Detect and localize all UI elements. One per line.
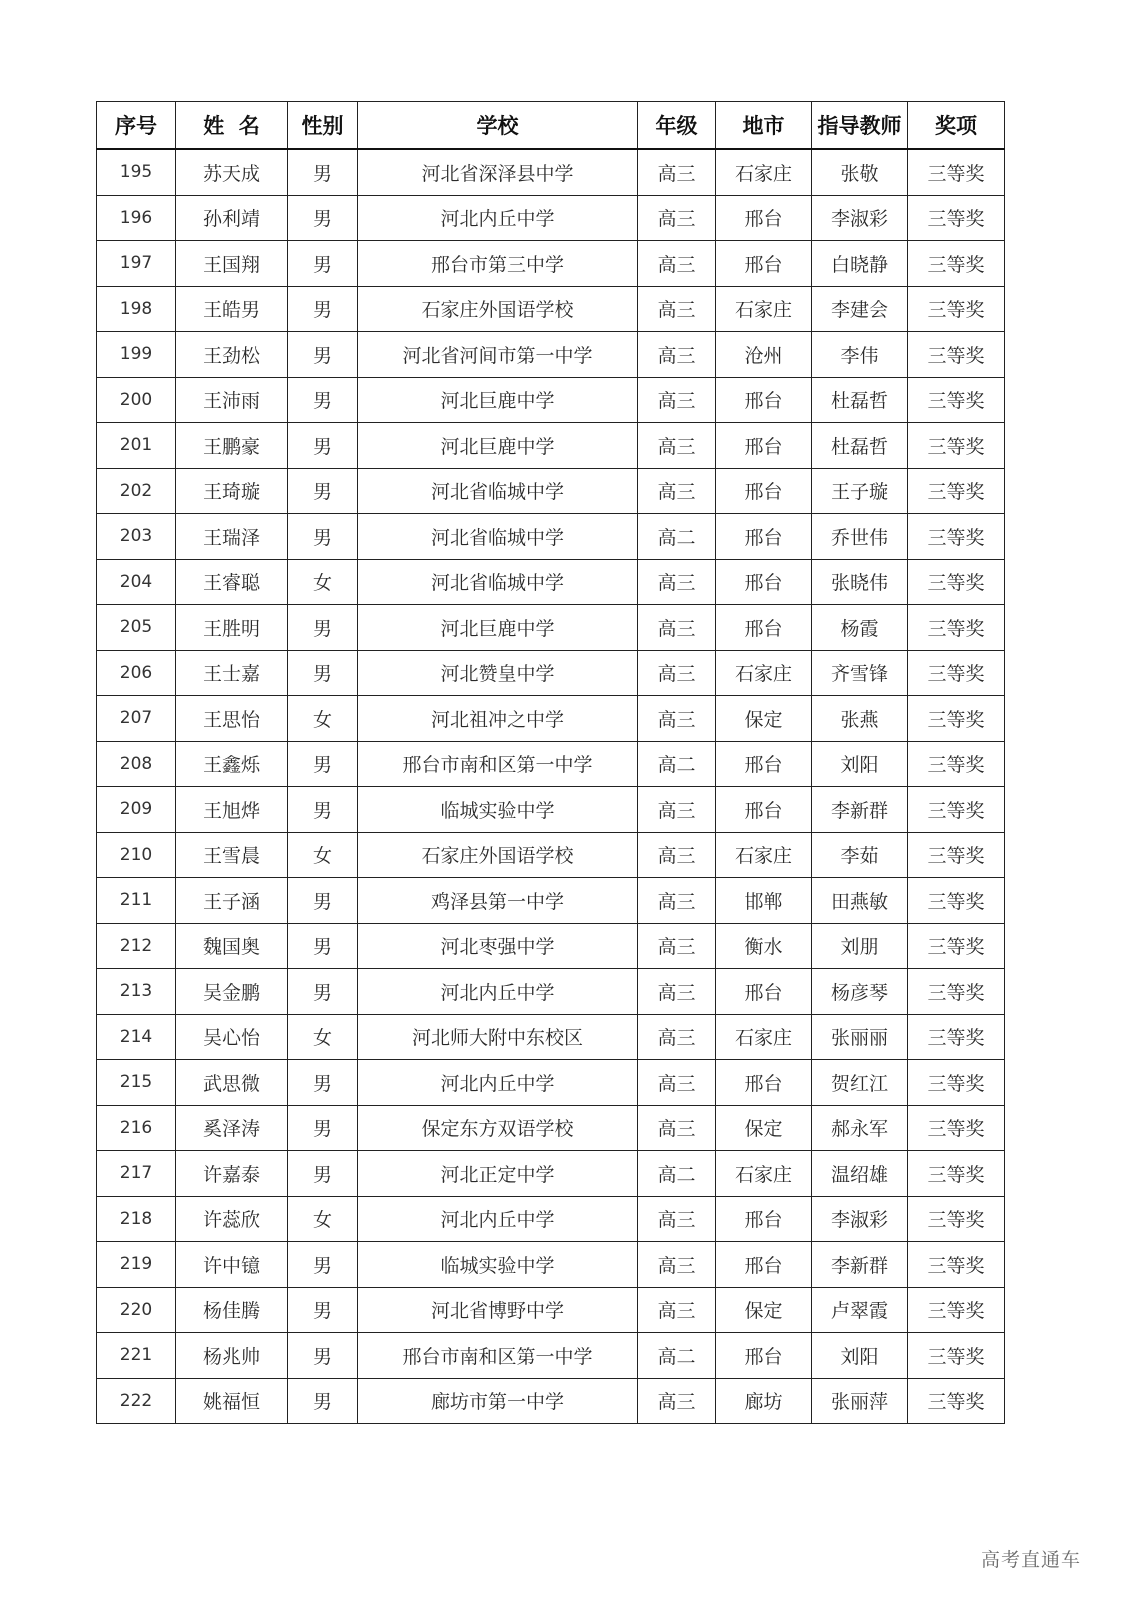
cell-city: 保定 bbox=[716, 1105, 812, 1151]
cell-teacher: 李新群 bbox=[812, 1242, 908, 1288]
cell-grade: 高二 bbox=[638, 1151, 716, 1197]
cell-gender: 男 bbox=[288, 1287, 358, 1333]
table-row bbox=[97, 650, 1005, 696]
cell-name: 王鑫烁 bbox=[176, 741, 288, 787]
cell-no: 196 bbox=[97, 195, 176, 241]
cell-no: 207 bbox=[97, 696, 176, 742]
cell-school: 廊坊市第一中学 bbox=[358, 1378, 638, 1424]
cell-school: 河北省深泽县中学 bbox=[358, 149, 638, 195]
table-row bbox=[97, 286, 1005, 332]
cell-grade: 高二 bbox=[638, 1333, 716, 1379]
cell-teacher: 郝永军 bbox=[812, 1105, 908, 1151]
cell-no: 218 bbox=[97, 1196, 176, 1242]
cell-award: 三等奖 bbox=[908, 332, 1005, 378]
table-row bbox=[97, 1060, 1005, 1106]
cell-award: 三等奖 bbox=[908, 696, 1005, 742]
cell-grade: 高三 bbox=[638, 1242, 716, 1288]
cell-school: 河北省博野中学 bbox=[358, 1287, 638, 1333]
cell-no: 216 bbox=[97, 1105, 176, 1151]
cell-city: 邢台 bbox=[716, 741, 812, 787]
cell-city: 石家庄 bbox=[716, 149, 812, 195]
table-row bbox=[97, 741, 1005, 787]
award-list-table bbox=[96, 101, 1005, 1424]
cell-name: 吴金鹏 bbox=[176, 969, 288, 1015]
cell-no: 200 bbox=[97, 377, 176, 423]
cell-award: 三等奖 bbox=[908, 1242, 1005, 1288]
cell-gender: 男 bbox=[288, 741, 358, 787]
header-cell-school: 学校 bbox=[358, 102, 638, 150]
cell-no: 214 bbox=[97, 1014, 176, 1060]
cell-city: 邢台 bbox=[716, 1060, 812, 1106]
header-cell-name: 姓 名 bbox=[176, 102, 288, 150]
cell-gender: 男 bbox=[288, 1105, 358, 1151]
cell-city: 石家庄 bbox=[716, 650, 812, 696]
cell-school: 保定东方双语学校 bbox=[358, 1105, 638, 1151]
header-cell-grade: 年级 bbox=[638, 102, 716, 150]
table-row bbox=[97, 832, 1005, 878]
table-row bbox=[97, 149, 1005, 195]
cell-teacher: 乔世伟 bbox=[812, 514, 908, 560]
cell-no: 201 bbox=[97, 423, 176, 469]
cell-name: 苏天成 bbox=[176, 149, 288, 195]
cell-school: 河北枣强中学 bbox=[358, 923, 638, 969]
cell-city: 邢台 bbox=[716, 969, 812, 1015]
cell-city: 邢台 bbox=[716, 1242, 812, 1288]
cell-school: 临城实验中学 bbox=[358, 1242, 638, 1288]
cell-name: 王瑞泽 bbox=[176, 514, 288, 560]
cell-grade: 高三 bbox=[638, 1014, 716, 1060]
table-row bbox=[97, 1105, 1005, 1151]
cell-award: 三等奖 bbox=[908, 650, 1005, 696]
cell-award: 三等奖 bbox=[908, 1333, 1005, 1379]
table-row bbox=[97, 1151, 1005, 1197]
table-row bbox=[97, 1378, 1005, 1424]
cell-teacher: 李伟 bbox=[812, 332, 908, 378]
cell-teacher: 张丽萍 bbox=[812, 1378, 908, 1424]
cell-school: 河北巨鹿中学 bbox=[358, 605, 638, 651]
cell-award: 三等奖 bbox=[908, 195, 1005, 241]
cell-school: 河北省临城中学 bbox=[358, 559, 638, 605]
cell-teacher: 王子璇 bbox=[812, 468, 908, 514]
cell-no: 199 bbox=[97, 332, 176, 378]
table-row bbox=[97, 1014, 1005, 1060]
cell-award: 三等奖 bbox=[908, 923, 1005, 969]
cell-teacher: 张敬 bbox=[812, 149, 908, 195]
table-body bbox=[97, 149, 1005, 1424]
cell-city: 保定 bbox=[716, 1287, 812, 1333]
cell-city: 邯郸 bbox=[716, 878, 812, 924]
cell-gender: 男 bbox=[288, 1242, 358, 1288]
cell-name: 武思微 bbox=[176, 1060, 288, 1106]
table-row bbox=[97, 969, 1005, 1015]
cell-name: 杨佳腾 bbox=[176, 1287, 288, 1333]
cell-grade: 高三 bbox=[638, 149, 716, 195]
cell-school: 河北内丘中学 bbox=[358, 195, 638, 241]
header-row bbox=[97, 102, 1005, 150]
cell-grade: 高二 bbox=[638, 741, 716, 787]
cell-no: 212 bbox=[97, 923, 176, 969]
cell-grade: 高三 bbox=[638, 559, 716, 605]
cell-teacher: 刘阳 bbox=[812, 1333, 908, 1379]
cell-no: 219 bbox=[97, 1242, 176, 1288]
watermark-text: 高考直通车 bbox=[980, 1549, 1081, 1571]
cell-school: 河北赞皇中学 bbox=[358, 650, 638, 696]
cell-teacher: 李建会 bbox=[812, 286, 908, 332]
table-row bbox=[97, 1333, 1005, 1379]
cell-no: 204 bbox=[97, 559, 176, 605]
cell-award: 三等奖 bbox=[908, 514, 1005, 560]
header-cell-no: 序号 bbox=[97, 102, 176, 150]
cell-school: 河北内丘中学 bbox=[358, 969, 638, 1015]
cell-city: 邢台 bbox=[716, 241, 812, 287]
cell-name: 王琦璇 bbox=[176, 468, 288, 514]
table-row bbox=[97, 559, 1005, 605]
cell-city: 保定 bbox=[716, 696, 812, 742]
cell-gender: 女 bbox=[288, 1014, 358, 1060]
cell-award: 三等奖 bbox=[908, 1287, 1005, 1333]
cell-gender: 男 bbox=[288, 787, 358, 833]
cell-grade: 高三 bbox=[638, 1287, 716, 1333]
cell-gender: 男 bbox=[288, 878, 358, 924]
cell-teacher: 刘阳 bbox=[812, 741, 908, 787]
cell-no: 220 bbox=[97, 1287, 176, 1333]
cell-city: 石家庄 bbox=[716, 286, 812, 332]
cell-award: 三等奖 bbox=[908, 559, 1005, 605]
cell-city: 邢台 bbox=[716, 514, 812, 560]
cell-name: 许中镱 bbox=[176, 1242, 288, 1288]
cell-gender: 男 bbox=[288, 423, 358, 469]
cell-gender: 男 bbox=[288, 650, 358, 696]
cell-gender: 男 bbox=[288, 1378, 358, 1424]
cell-name: 王思怡 bbox=[176, 696, 288, 742]
cell-name: 王胜明 bbox=[176, 605, 288, 651]
cell-no: 202 bbox=[97, 468, 176, 514]
cell-grade: 高三 bbox=[638, 832, 716, 878]
cell-no: 205 bbox=[97, 605, 176, 651]
cell-gender: 男 bbox=[288, 241, 358, 287]
cell-name: 王国翔 bbox=[176, 241, 288, 287]
cell-city: 衡水 bbox=[716, 923, 812, 969]
cell-name: 孙利靖 bbox=[176, 195, 288, 241]
cell-name: 许嘉泰 bbox=[176, 1151, 288, 1197]
cell-name: 王鹏豪 bbox=[176, 423, 288, 469]
cell-no: 221 bbox=[97, 1333, 176, 1379]
cell-grade: 高三 bbox=[638, 332, 716, 378]
cell-name: 吴心怡 bbox=[176, 1014, 288, 1060]
cell-city: 石家庄 bbox=[716, 832, 812, 878]
cell-grade: 高三 bbox=[638, 878, 716, 924]
cell-no: 208 bbox=[97, 741, 176, 787]
cell-no: 198 bbox=[97, 286, 176, 332]
header-cell-award: 奖项 bbox=[908, 102, 1005, 150]
table-row bbox=[97, 195, 1005, 241]
cell-city: 邢台 bbox=[716, 468, 812, 514]
cell-gender: 女 bbox=[288, 559, 358, 605]
table-row bbox=[97, 514, 1005, 560]
cell-gender: 男 bbox=[288, 286, 358, 332]
cell-gender: 男 bbox=[288, 1151, 358, 1197]
cell-teacher: 张晓伟 bbox=[812, 559, 908, 605]
cell-award: 三等奖 bbox=[908, 423, 1005, 469]
table-row bbox=[97, 878, 1005, 924]
cell-name: 王沛雨 bbox=[176, 377, 288, 423]
cell-gender: 男 bbox=[288, 1060, 358, 1106]
cell-gender: 女 bbox=[288, 696, 358, 742]
cell-teacher: 田燕敏 bbox=[812, 878, 908, 924]
cell-award: 三等奖 bbox=[908, 741, 1005, 787]
cell-no: 213 bbox=[97, 969, 176, 1015]
table-row bbox=[97, 423, 1005, 469]
cell-teacher: 温绍雄 bbox=[812, 1151, 908, 1197]
cell-grade: 高三 bbox=[638, 468, 716, 514]
cell-award: 三等奖 bbox=[908, 1196, 1005, 1242]
cell-teacher: 李淑彩 bbox=[812, 195, 908, 241]
cell-school: 河北内丘中学 bbox=[358, 1060, 638, 1106]
cell-school: 邢台市第三中学 bbox=[358, 241, 638, 287]
cell-no: 211 bbox=[97, 878, 176, 924]
cell-grade: 高三 bbox=[638, 423, 716, 469]
cell-school: 河北省临城中学 bbox=[358, 514, 638, 560]
cell-grade: 高三 bbox=[638, 696, 716, 742]
table-row bbox=[97, 923, 1005, 969]
cell-award: 三等奖 bbox=[908, 1151, 1005, 1197]
header-cell-city: 地市 bbox=[716, 102, 812, 150]
cell-city: 廊坊 bbox=[716, 1378, 812, 1424]
cell-teacher: 杨彦琴 bbox=[812, 969, 908, 1015]
cell-grade: 高三 bbox=[638, 1378, 716, 1424]
cell-award: 三等奖 bbox=[908, 878, 1005, 924]
cell-award: 三等奖 bbox=[908, 1378, 1005, 1424]
cell-teacher: 贺红江 bbox=[812, 1060, 908, 1106]
table-row bbox=[97, 332, 1005, 378]
cell-school: 邢台市南和区第一中学 bbox=[358, 741, 638, 787]
cell-city: 石家庄 bbox=[716, 1151, 812, 1197]
cell-grade: 高三 bbox=[638, 1196, 716, 1242]
cell-teacher: 张丽丽 bbox=[812, 1014, 908, 1060]
cell-grade: 高三 bbox=[638, 286, 716, 332]
cell-school: 河北省临城中学 bbox=[358, 468, 638, 514]
cell-name: 魏国奥 bbox=[176, 923, 288, 969]
cell-name: 姚福恒 bbox=[176, 1378, 288, 1424]
table-row bbox=[97, 241, 1005, 287]
cell-no: 197 bbox=[97, 241, 176, 287]
cell-no: 206 bbox=[97, 650, 176, 696]
cell-school: 石家庄外国语学校 bbox=[358, 832, 638, 878]
cell-school: 河北巨鹿中学 bbox=[358, 377, 638, 423]
cell-name: 王子涵 bbox=[176, 878, 288, 924]
table-row bbox=[97, 696, 1005, 742]
cell-gender: 男 bbox=[288, 149, 358, 195]
cell-gender: 男 bbox=[288, 923, 358, 969]
table-row bbox=[97, 377, 1005, 423]
cell-city: 邢台 bbox=[716, 559, 812, 605]
cell-no: 217 bbox=[97, 1151, 176, 1197]
cell-grade: 高三 bbox=[638, 787, 716, 833]
cell-name: 王皓男 bbox=[176, 286, 288, 332]
cell-grade: 高三 bbox=[638, 377, 716, 423]
cell-city: 邢台 bbox=[716, 1333, 812, 1379]
header-cell-gender: 性别 bbox=[288, 102, 358, 150]
cell-no: 210 bbox=[97, 832, 176, 878]
cell-school: 河北巨鹿中学 bbox=[358, 423, 638, 469]
cell-award: 三等奖 bbox=[908, 787, 1005, 833]
cell-gender: 男 bbox=[288, 332, 358, 378]
cell-gender: 男 bbox=[288, 468, 358, 514]
cell-grade: 高三 bbox=[638, 605, 716, 651]
cell-name: 王士嘉 bbox=[176, 650, 288, 696]
cell-gender: 女 bbox=[288, 1196, 358, 1242]
table-row bbox=[97, 787, 1005, 833]
cell-award: 三等奖 bbox=[908, 149, 1005, 195]
cell-school: 临城实验中学 bbox=[358, 787, 638, 833]
cell-no: 215 bbox=[97, 1060, 176, 1106]
cell-no: 209 bbox=[97, 787, 176, 833]
cell-city: 邢台 bbox=[716, 787, 812, 833]
table-header bbox=[97, 102, 1005, 150]
cell-no: 195 bbox=[97, 149, 176, 195]
cell-grade: 高三 bbox=[638, 195, 716, 241]
cell-city: 邢台 bbox=[716, 377, 812, 423]
cell-name: 许蕊欣 bbox=[176, 1196, 288, 1242]
cell-award: 三等奖 bbox=[908, 468, 1005, 514]
cell-city: 邢台 bbox=[716, 1196, 812, 1242]
cell-teacher: 杜磊哲 bbox=[812, 377, 908, 423]
cell-school: 邢台市南和区第一中学 bbox=[358, 1333, 638, 1379]
cell-teacher: 杨霞 bbox=[812, 605, 908, 651]
cell-school: 鸡泽县第一中学 bbox=[358, 878, 638, 924]
cell-teacher: 张燕 bbox=[812, 696, 908, 742]
cell-award: 三等奖 bbox=[908, 286, 1005, 332]
cell-teacher: 白晓静 bbox=[812, 241, 908, 287]
cell-city: 邢台 bbox=[716, 423, 812, 469]
cell-grade: 高三 bbox=[638, 1105, 716, 1151]
cell-award: 三等奖 bbox=[908, 1105, 1005, 1151]
cell-grade: 高三 bbox=[638, 969, 716, 1015]
cell-award: 三等奖 bbox=[908, 969, 1005, 1015]
table-row bbox=[97, 1242, 1005, 1288]
cell-gender: 男 bbox=[288, 1333, 358, 1379]
cell-grade: 高三 bbox=[638, 241, 716, 287]
cell-award: 三等奖 bbox=[908, 832, 1005, 878]
cell-teacher: 卢翠霞 bbox=[812, 1287, 908, 1333]
cell-teacher: 刘朋 bbox=[812, 923, 908, 969]
cell-grade: 高三 bbox=[638, 923, 716, 969]
cell-school: 河北正定中学 bbox=[358, 1151, 638, 1197]
cell-gender: 女 bbox=[288, 832, 358, 878]
cell-grade: 高三 bbox=[638, 1060, 716, 1106]
header-cell-teacher: 指导教师 bbox=[812, 102, 908, 150]
cell-teacher: 齐雪锋 bbox=[812, 650, 908, 696]
cell-name: 杨兆帅 bbox=[176, 1333, 288, 1379]
cell-teacher: 杜磊哲 bbox=[812, 423, 908, 469]
cell-city: 邢台 bbox=[716, 195, 812, 241]
cell-gender: 男 bbox=[288, 969, 358, 1015]
table-row bbox=[97, 1196, 1005, 1242]
cell-teacher: 李茹 bbox=[812, 832, 908, 878]
cell-name: 王睿聪 bbox=[176, 559, 288, 605]
cell-school: 河北省河间市第一中学 bbox=[358, 332, 638, 378]
cell-award: 三等奖 bbox=[908, 1060, 1005, 1106]
cell-name: 王劲松 bbox=[176, 332, 288, 378]
cell-award: 三等奖 bbox=[908, 377, 1005, 423]
cell-gender: 男 bbox=[288, 377, 358, 423]
cell-grade: 高三 bbox=[638, 650, 716, 696]
table-row bbox=[97, 605, 1005, 651]
cell-name: 王旭烨 bbox=[176, 787, 288, 833]
cell-award: 三等奖 bbox=[908, 1014, 1005, 1060]
cell-no: 203 bbox=[97, 514, 176, 560]
cell-grade: 高二 bbox=[638, 514, 716, 560]
cell-award: 三等奖 bbox=[908, 241, 1005, 287]
cell-name: 奚泽涛 bbox=[176, 1105, 288, 1151]
cell-school: 河北内丘中学 bbox=[358, 1196, 638, 1242]
cell-school: 河北师大附中东校区 bbox=[358, 1014, 638, 1060]
cell-gender: 男 bbox=[288, 514, 358, 560]
cell-gender: 男 bbox=[288, 605, 358, 651]
cell-teacher: 李新群 bbox=[812, 787, 908, 833]
cell-city: 沧州 bbox=[716, 332, 812, 378]
cell-no: 222 bbox=[97, 1378, 176, 1424]
cell-city: 邢台 bbox=[716, 605, 812, 651]
table-row bbox=[97, 468, 1005, 514]
cell-school: 河北祖冲之中学 bbox=[358, 696, 638, 742]
cell-gender: 男 bbox=[288, 195, 358, 241]
cell-teacher: 李淑彩 bbox=[812, 1196, 908, 1242]
cell-award: 三等奖 bbox=[908, 605, 1005, 651]
cell-name: 王雪晨 bbox=[176, 832, 288, 878]
cell-city: 石家庄 bbox=[716, 1014, 812, 1060]
table-row bbox=[97, 1287, 1005, 1333]
cell-school: 石家庄外国语学校 bbox=[358, 286, 638, 332]
